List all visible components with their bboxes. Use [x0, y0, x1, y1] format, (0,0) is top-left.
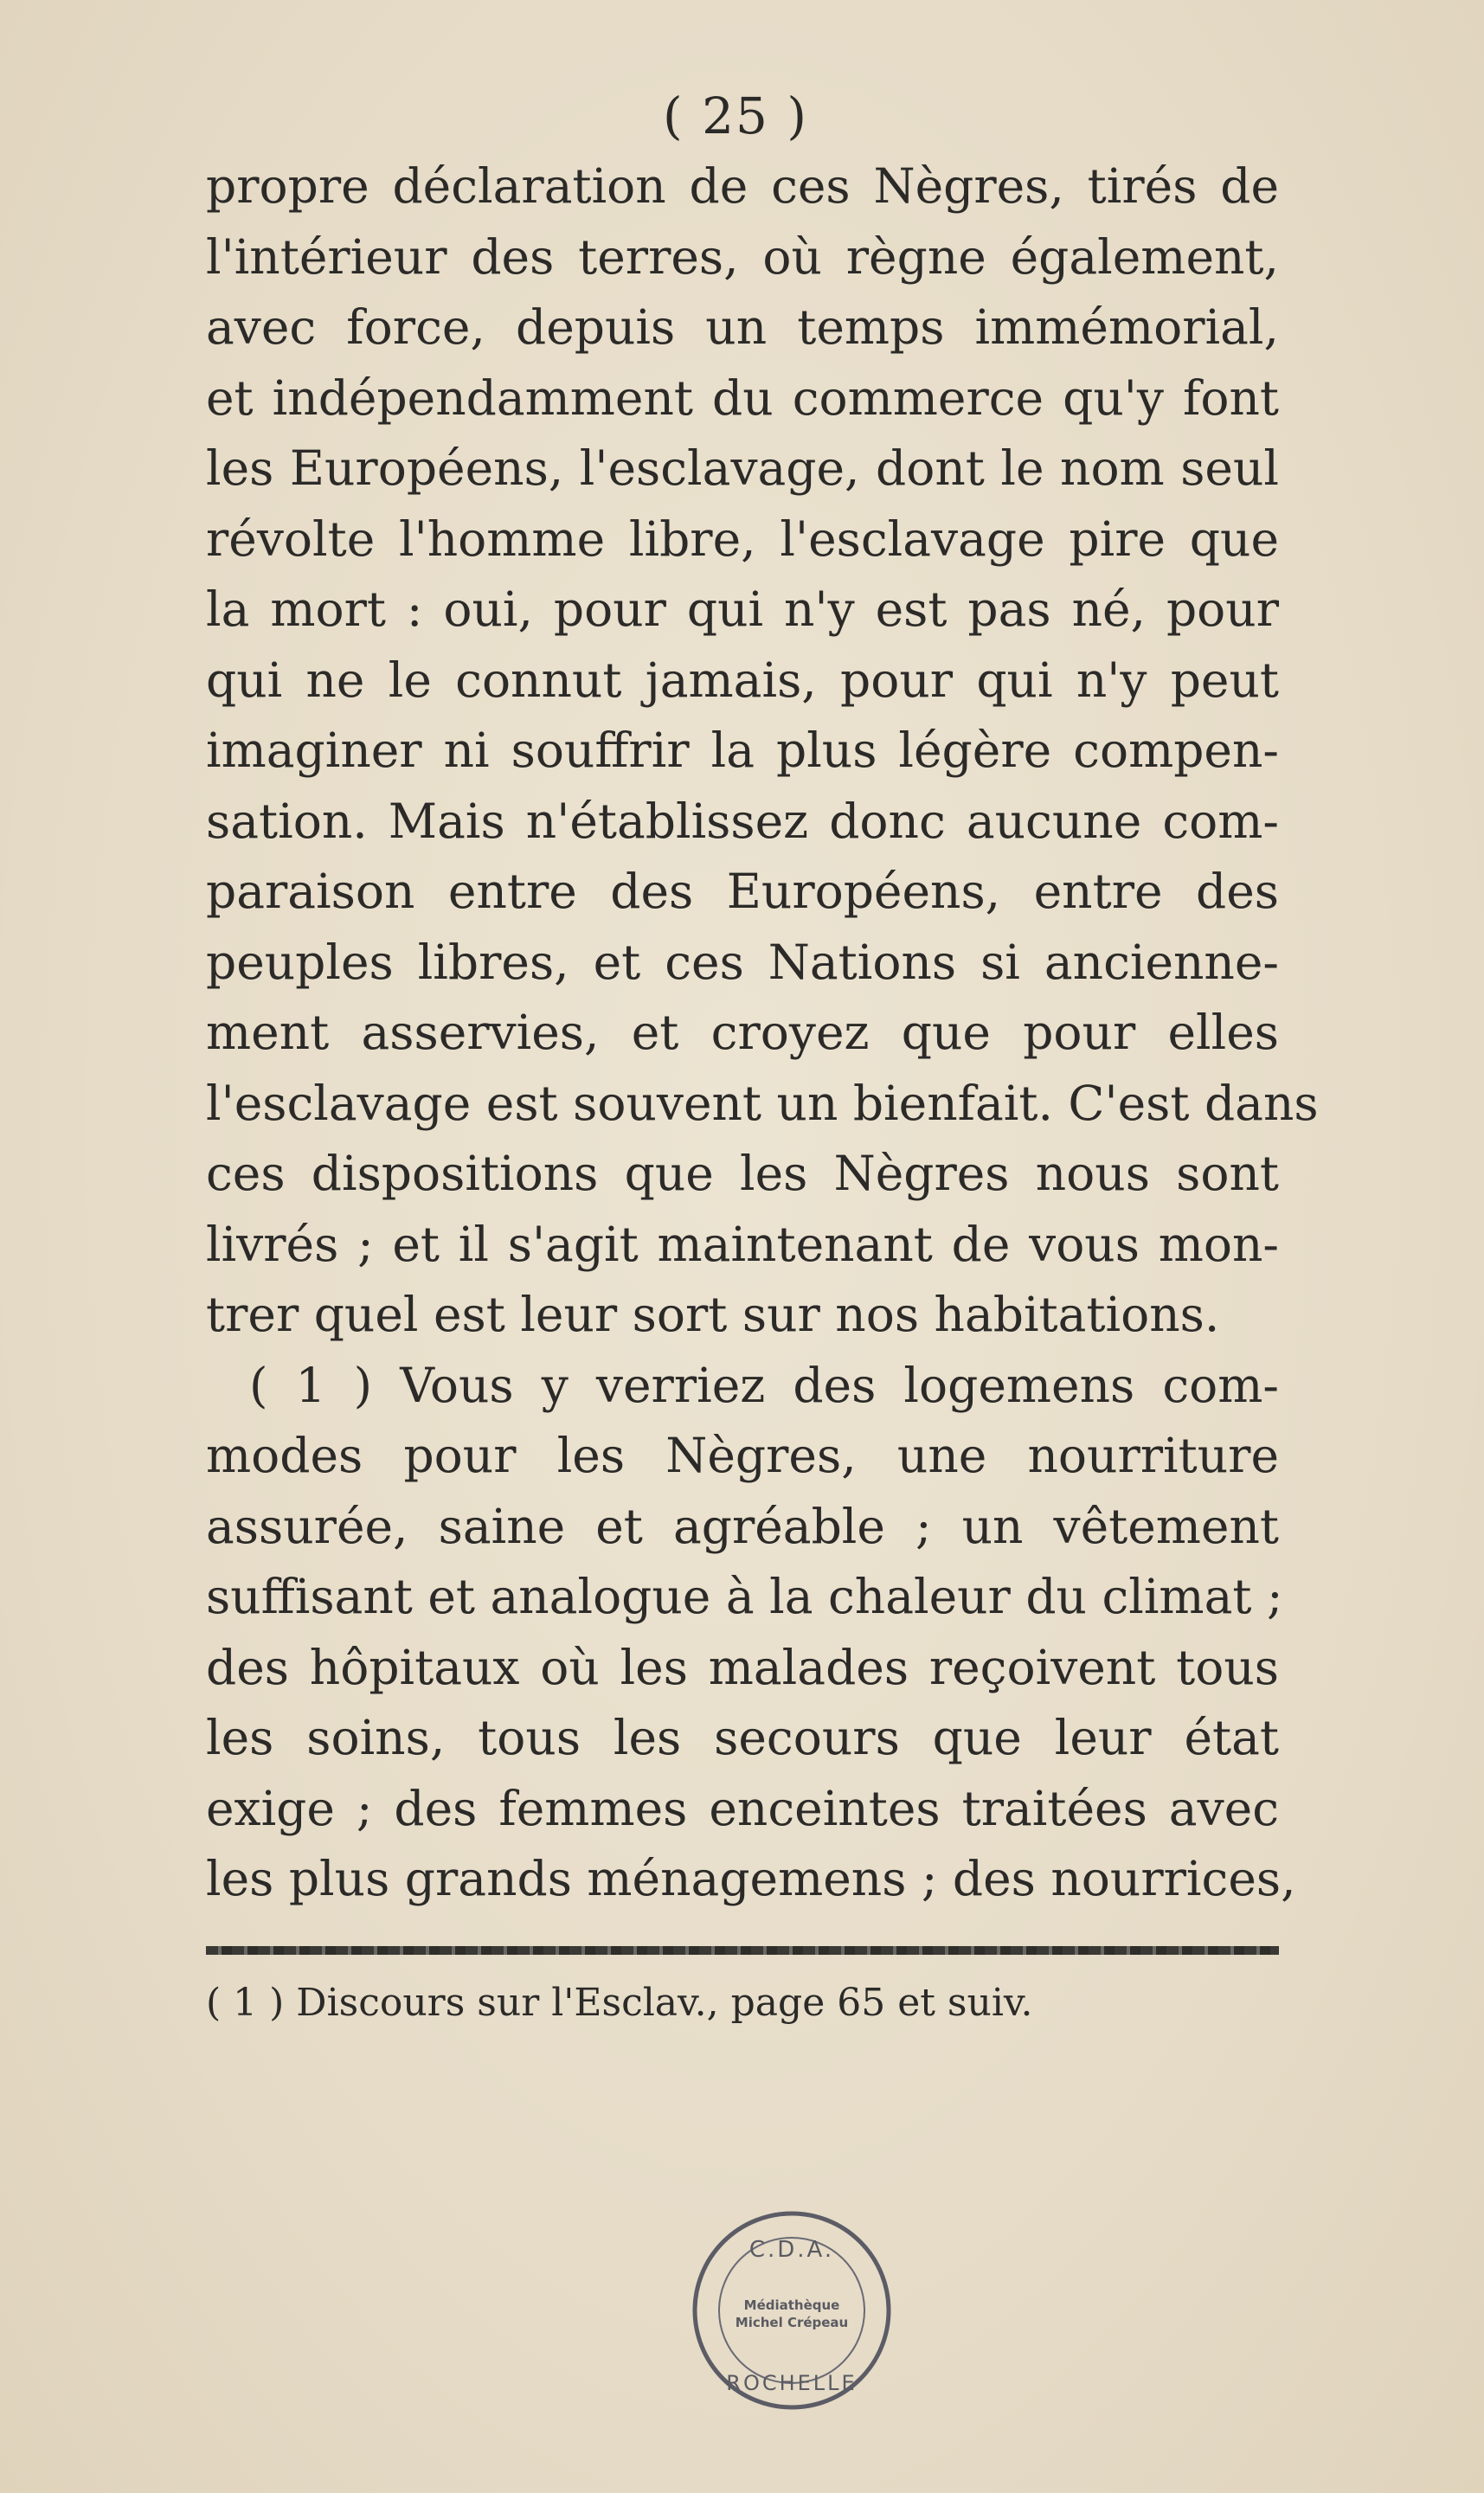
text-line-3: avec force, depuis un temps immémorial, [206, 299, 1279, 355]
text-line-20: assurée, saine et agréable ; un vêtement [206, 1498, 1279, 1554]
library-stamp [684, 2202, 900, 2419]
text-line-17: trer quel est leur sort sur nos habitations. [206, 1287, 1220, 1342]
stamp-line-2: Michel Crépeau [735, 2315, 849, 2330]
footnote-divider [206, 1946, 1279, 1955]
text-line-16: livrés ; et il s'agit maintenant de vous mon- [206, 1216, 1279, 1272]
body-text [206, 151, 1319, 1915]
text-line-2: l'intérieur des terres, où règne également, [206, 228, 1279, 285]
text-line-14: l'esclavage est souvent un bienfait. C'est dans [206, 1075, 1319, 1131]
text-line-10: sation. Mais n'établissez donc aucune com- [206, 793, 1279, 849]
text-line-7: la mort : oui, pour qui n'y est pas né, pour [206, 581, 1279, 637]
text-line-12: peuples libres, et ces Nations si ancienne- [206, 934, 1279, 990]
stamp-top-text: C.D.A. [748, 2237, 835, 2263]
stamp-line-1: Médiathèque [743, 2297, 840, 2313]
footnote: ( 1 ) Discours sur l'Esclav., page 65 et suiv. [206, 1981, 1033, 2025]
text-line-8: qui ne le connut jamais, pour qui n'y peut [206, 652, 1279, 708]
text-line-9: imaginer ni souffrir la plus légère compen- [206, 723, 1279, 778]
text-line-4: et indépendamment du commerce qu'y font [206, 369, 1279, 426]
text-line-15: ces dispositions que les Nègres nous sont [206, 1146, 1279, 1201]
text-line-21: suffisant et analogue à la chaleur du climat ; [206, 1569, 1283, 1624]
text-line-6: révolte l'homme libre, l'esclavage pire que [206, 511, 1279, 567]
stamp-bottom-text: ROCHELLE [726, 2371, 858, 2395]
text-line-18: ( 1 ) Vous y verriez des logemens com- [249, 1357, 1279, 1413]
text-line-22: des hôpitaux où les malades reçoivent tous [206, 1639, 1279, 1695]
page-number: ( 25 ) [663, 87, 808, 145]
text-line-5: les Européens, l'esclavage, dont le nom seul [206, 440, 1279, 496]
text-line-19: modes pour les Nègres, une nourriture [206, 1428, 1279, 1483]
text-line-25: les plus grands ménagemens ; des nourrices, [206, 1851, 1296, 1906]
text-line-11: paraison entre des Européens, entre des [206, 864, 1279, 919]
text-line-23: les soins, tous les secours que leur état [206, 1710, 1279, 1765]
text-line-1: propre déclaration de ces Nègres, tirés de [206, 158, 1279, 214]
text-line-13: ment asservies, et croyez que pour elles [206, 1005, 1279, 1060]
text-line-24: exige ; des femmes enceintes traitées avec [206, 1780, 1279, 1836]
